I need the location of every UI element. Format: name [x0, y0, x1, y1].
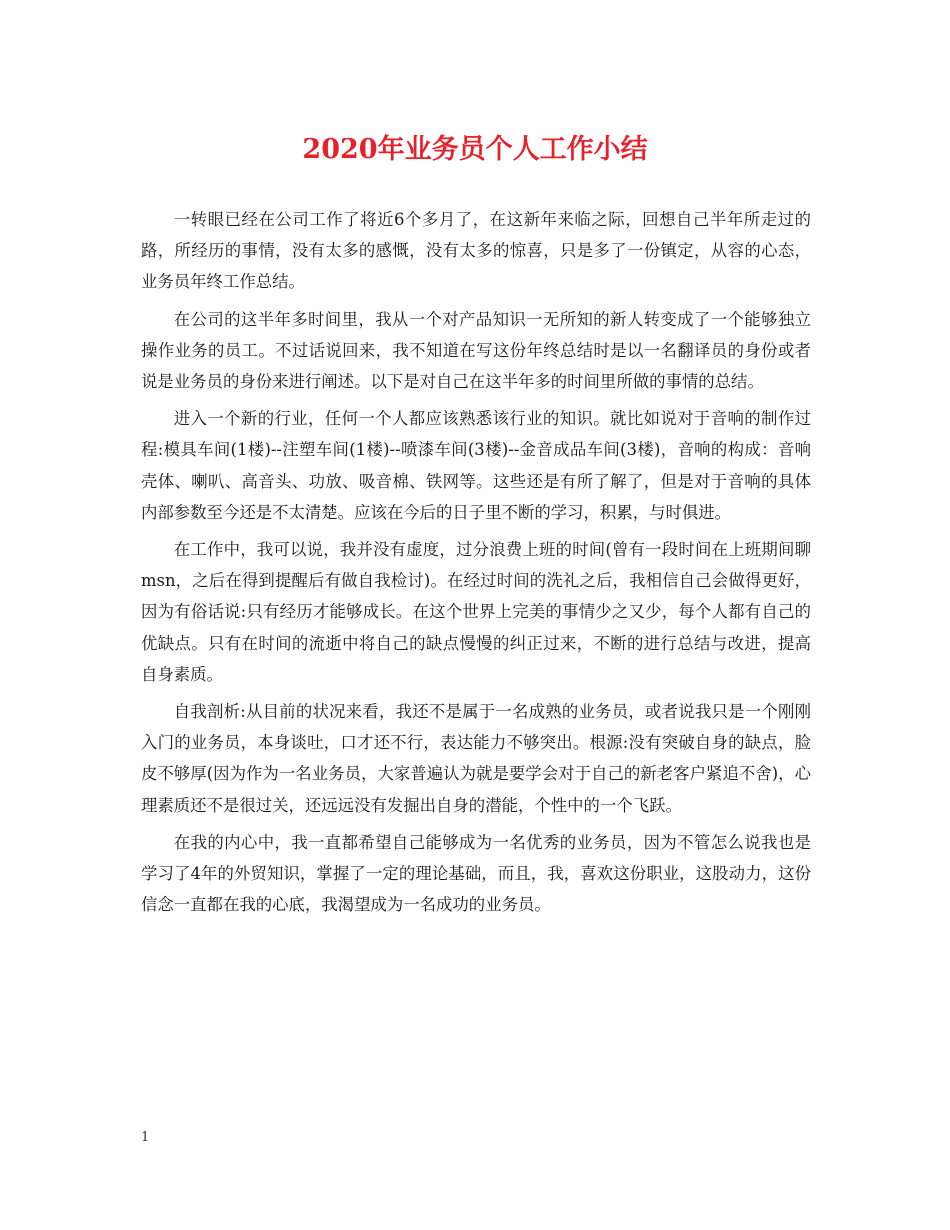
paragraph: 在我的内心中，我一直都希望自己能够成为一名优秀的业务员，因为不管怎么说我也是学习了4年的外贸知识，掌握了一定的理论基础，而且，我，喜欢这份职业，这股动力，这份信念一直都在我的心底，我渴望成为一名成功的业务员。 — [141, 832, 811, 915]
paragraph: 自我剖析:从目前的状况来看，我还不是属于一名成熟的业务员，或者说我只是一个刚刚入门的业务员，本身谈吐，口才还不行，表达能力不够突出。根源:没有突破自身的缺点，脸皮不够厚(因为作为一名业务员，大家普遍认为就是要学会对于自己的新老客户紧追不舍)，心理素质还不是很过关，还远远没有发掘出自身的潜能，个性中的一个飞跃。 — [141, 702, 811, 815]
paragraph: 进入一个新的行业，任何一个人都应该熟悉该行业的知识。就比如说对于音响的制作过程:模具车间(1楼)--注塑车间(1楼)--喷漆车间(3楼)--金音成品车间(3楼)，音响的构成：音响壳体、喇叭、高音头、功放、吸音棉、铁网等。这些还是有所了解了，但是对于音响的具体内部参数至今还是不太清楚。应该在今后的日子里不断的学习，积累，与时俱进。 — [141, 409, 811, 522]
paragraph: 在公司的这半年多时间里，我从一个对产品知识一无所知的新人转变成了一个能够独立操作业务的员工。不过话说回来，我不知道在写这份年终总结时是以一名翻译员的身份或者说是业务员的身份来进行阐述。以下是对自己在这半年多的时间里所做的事情的总结。 — [141, 309, 811, 392]
page-number: 1 — [141, 1130, 150, 1145]
document-body — [141, 204, 811, 926]
paragraph: 在工作中，我可以说，我并没有虚度，过分浪费上班的时间(曾有一段时间在上班期间聊msn，之后在得到提醒后有做自我检讨)。在经过时间的洗礼之后，我相信自己会做得更好，因为有俗话说:只有经历才能够成长。在这个世界上完美的事情少之又少，每个人都有自己的优缺点。只有在时间的流逝中将自己的缺点慢慢的纠正过来，不断的进行总结与改进，提高自身素质。 — [141, 540, 811, 684]
paragraph: 一转眼已经在公司工作了将近6个多月了，在这新年来临之际，回想自己半年所走过的路，所经历的事情，没有太多的感慨，没有太多的惊喜，只是多了一份镇定，从容的心态，业务员年终工作总结。 — [141, 210, 811, 292]
document-title: 2020年业务员个人工作小结 — [302, 134, 648, 165]
